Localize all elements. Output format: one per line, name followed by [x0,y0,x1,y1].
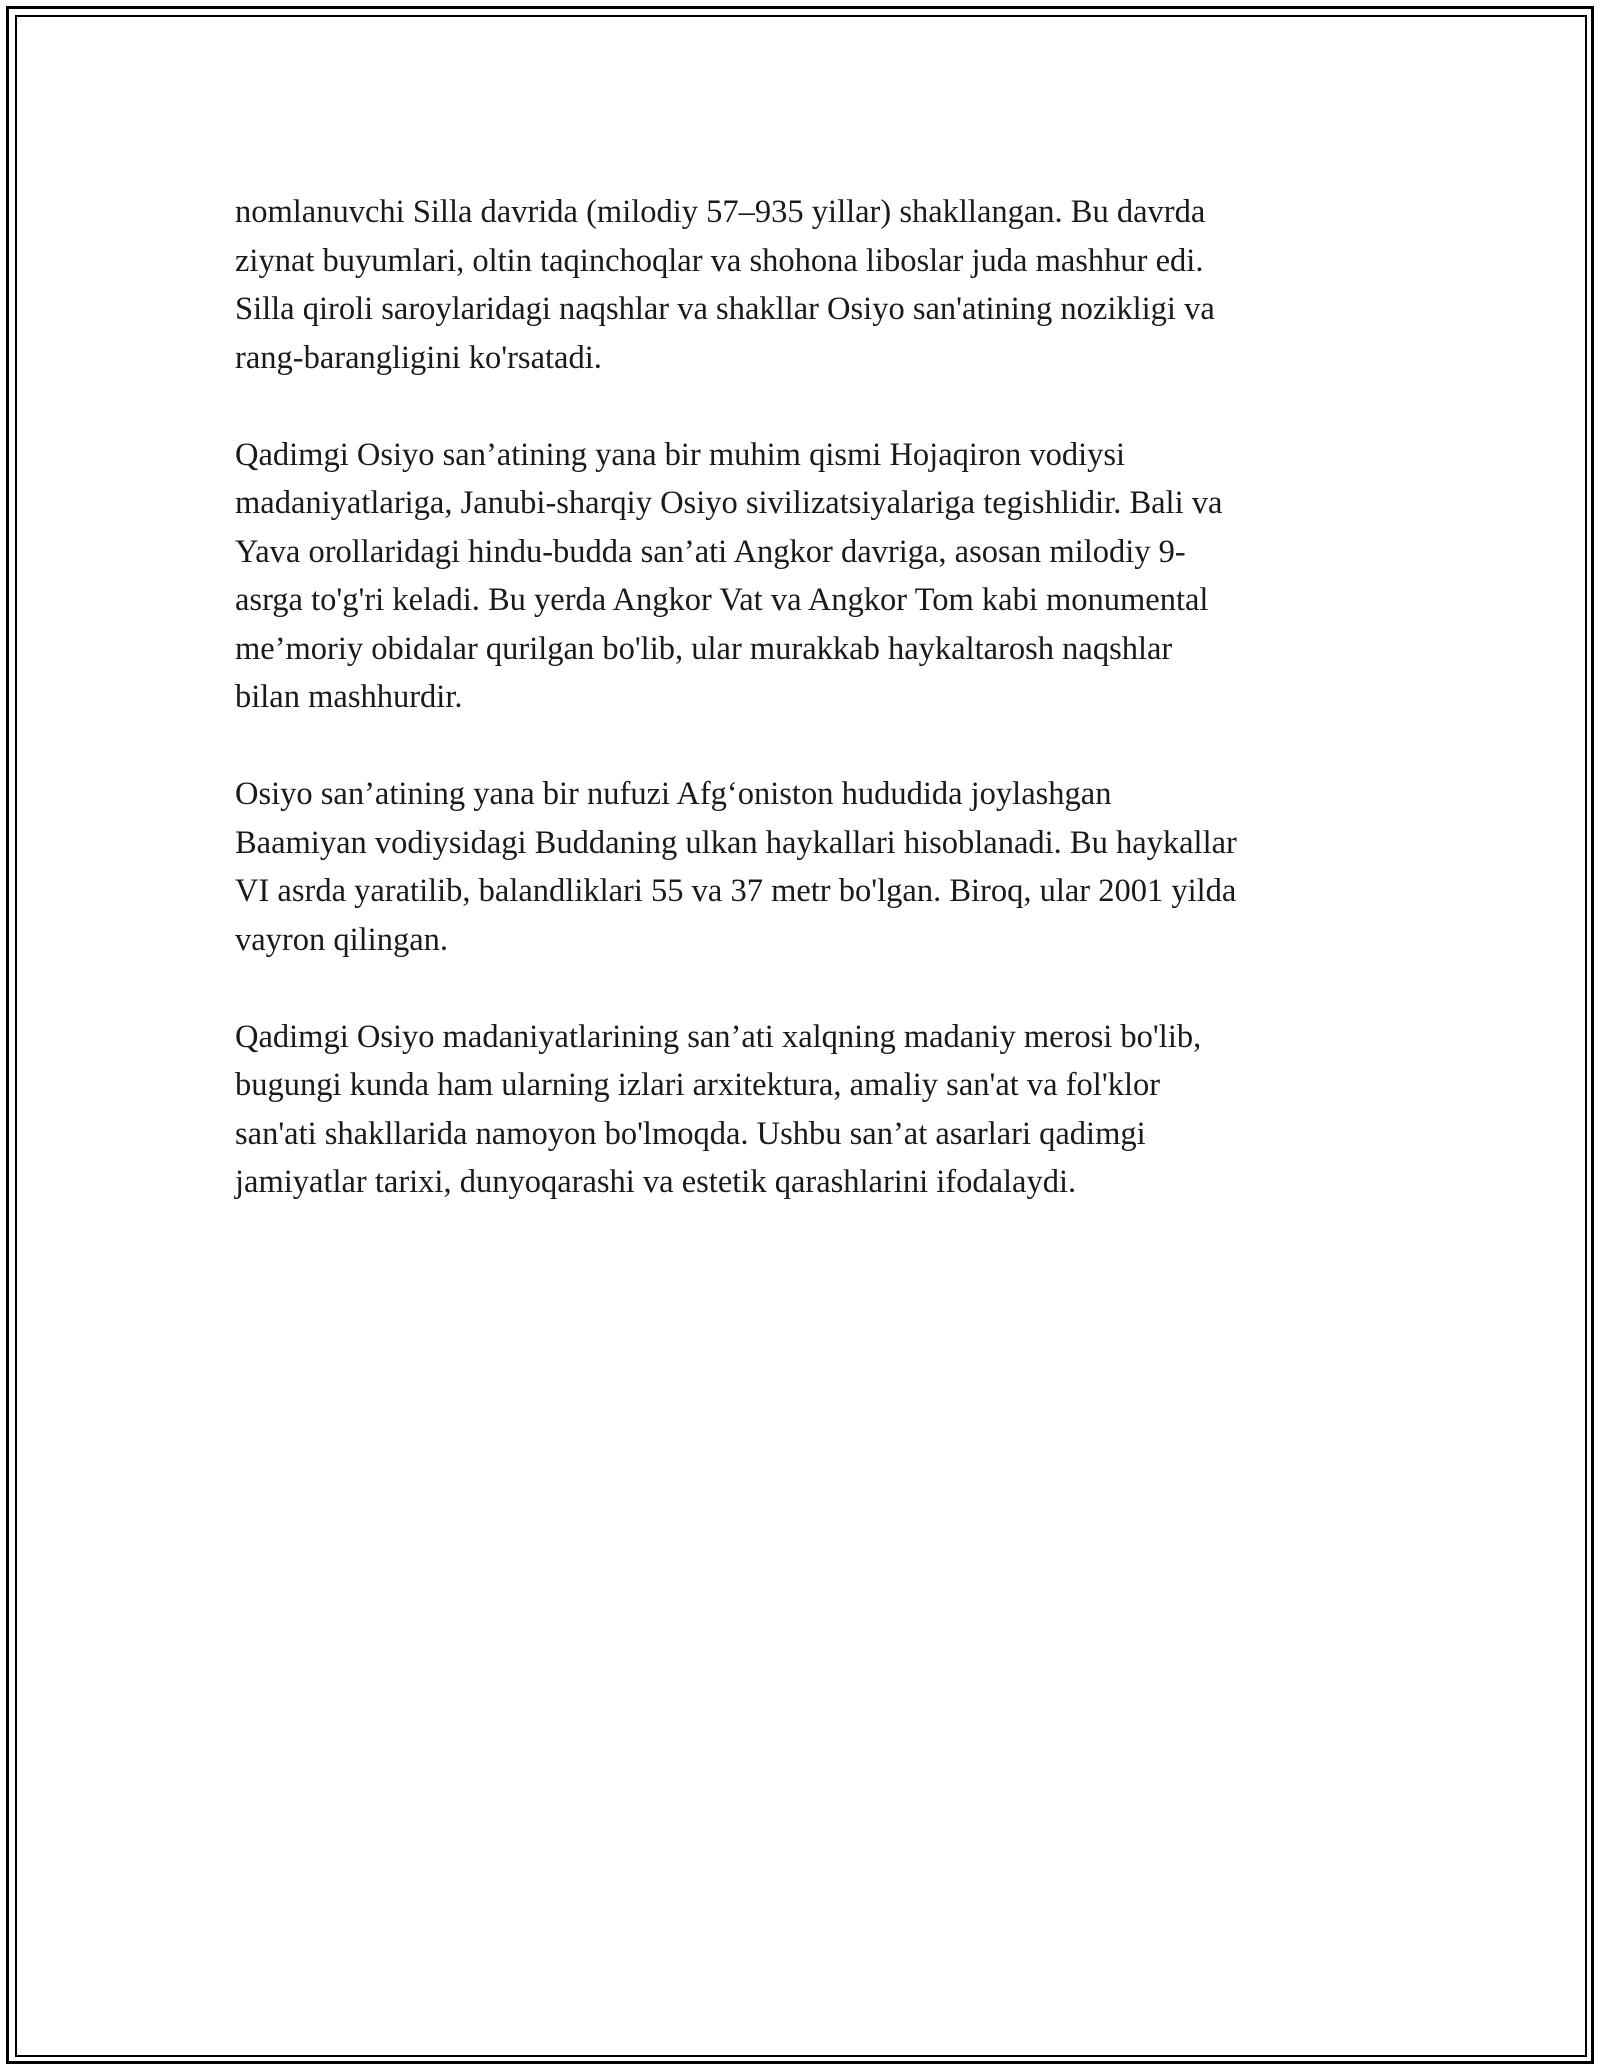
paragraph-2 [235,431,1375,722]
text-line: san'ati shakllarida namoyon bo'lmoqda. Ushbu san’at asarlari qadimgi [235,1115,1146,1152]
text-line: VI asrda yaratilib, balandliklari 55 va 37 metr bo'lgan. Biroq, ular 2001 yilda [235,873,1237,909]
text-line: madaniyatlariga, Janubi-sharqiy Osiyo sivilizatsiyalariga tegishlidir. Bali va [235,485,1223,521]
text-line: Silla qiroli saroylaridagi naqshlar va shakllar Osiyo san'atining nozikligi va [235,291,1215,327]
text-line: ziynat buyumlari, oltin taqinchoqlar va shohona liboslar juda mashhur edi. [235,242,1204,279]
text-line: asrga to'g'ri keladi. Bu yerda Angkor Vat va Angkor Tom kabi monumental [235,582,1209,618]
paragraph-1 [235,188,1375,382]
text-line: Qadimgi Osiyo san’atining yana bir muhim qismi Hojaqiron vodiysi [235,436,1126,473]
text-line: Baamiyan vodiysidagi Buddaning ulkan haykallari hisoblanadi. Bu haykallar [235,824,1237,861]
paragraph-3 [235,770,1375,964]
text-line: vayron qilingan. [235,921,449,958]
text-line: bilan mashhurdir. [235,679,463,715]
text-line: jamiyatlar tarixi, dunyoqarashi va estetik qarashlarini ifodalaydi. [235,1164,1077,1200]
text-line: nomlanuvchi Silla davrida (milodiy 57–935 yillar) shakllangan. Bu davrda [235,194,1206,230]
text-line: Osiyo san’atining yana bir nufuzi Afg‘oniston hududida joylashgan [235,776,1112,812]
paragraph-4 [235,1013,1375,1207]
text-line: me’moriy obidalar qurilgan bo'lib, ular murakkab haykaltarosh naqshlar [235,630,1173,667]
text-line: rang-barangligini ko'rsatadi. [235,339,602,376]
text-line: bugungi kunda ham ularning izlari arxitektura, amaliy san'at va fol'klor [235,1067,1161,1103]
text-line: Qadimgi Osiyo madaniyatlarining san’ati xalqning madaniy merosi bo'lib, [235,1018,1202,1055]
text-line: Yava orollaridagi hindu-budda san’ati Angkor davriga, asosan milodiy 9- [235,533,1186,570]
document-body [235,188,1375,1255]
